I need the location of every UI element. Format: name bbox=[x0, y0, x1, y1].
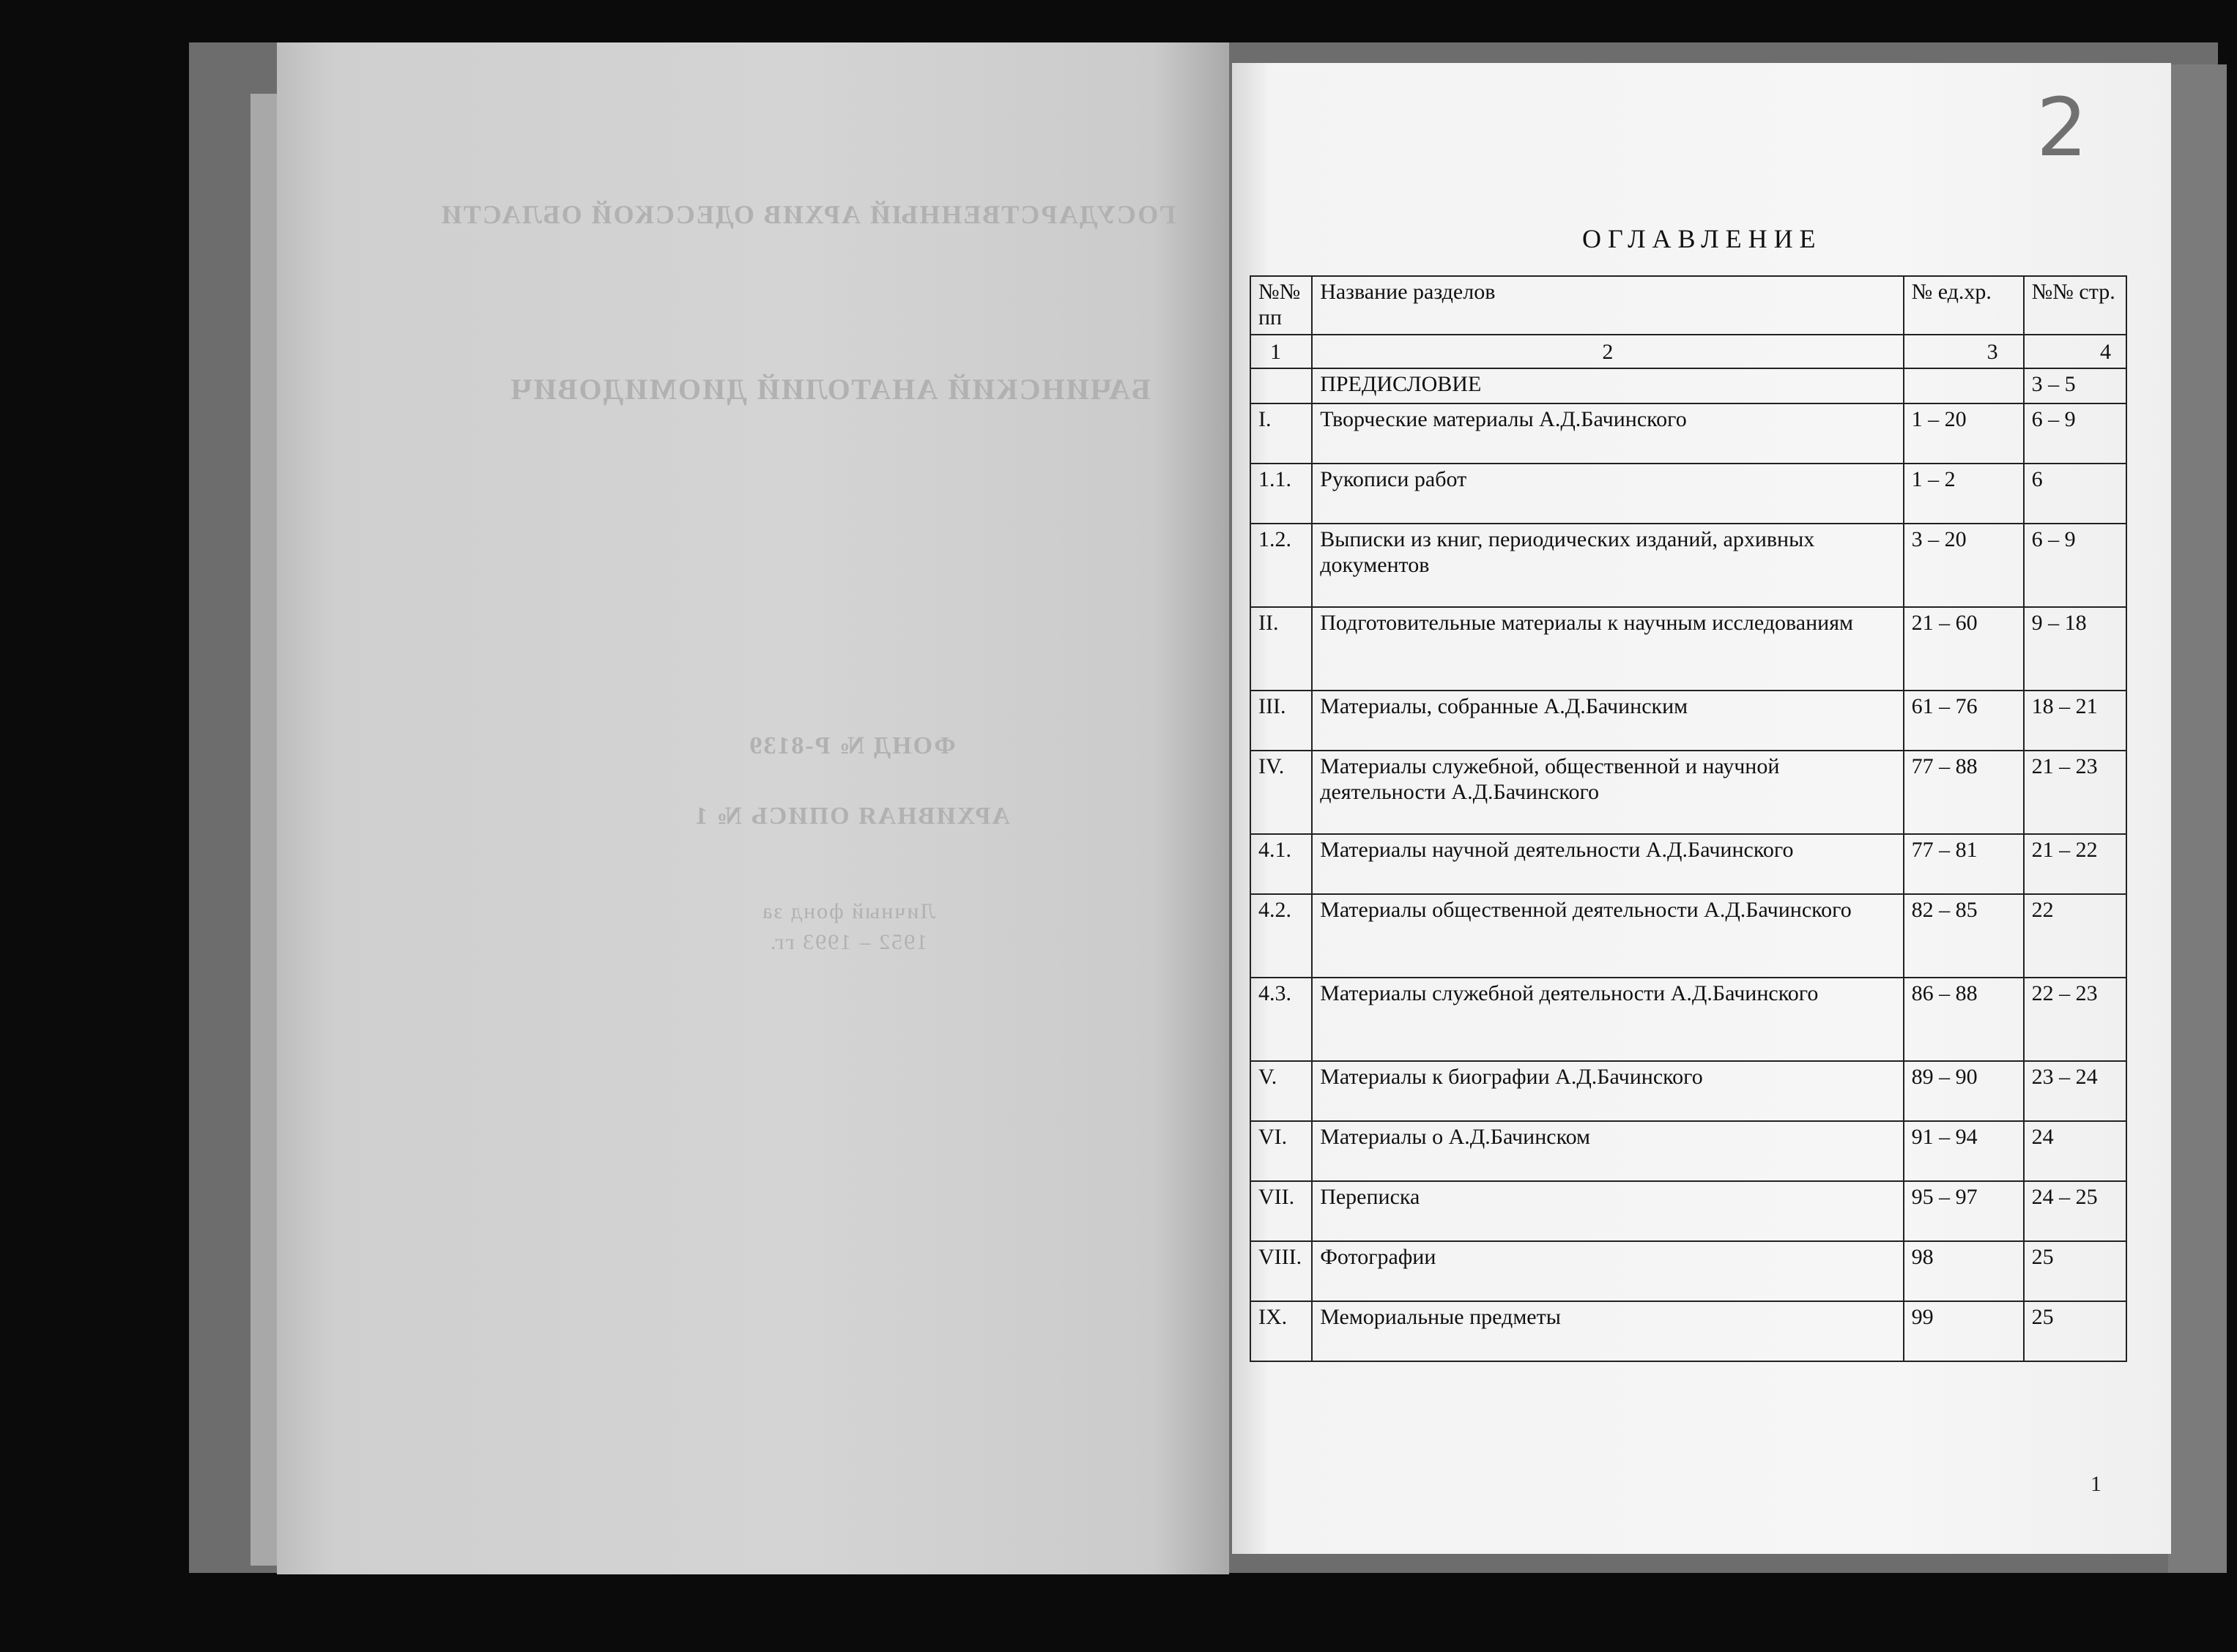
toc-row bbox=[1250, 524, 2126, 607]
book-cover-edge bbox=[2168, 64, 2227, 1573]
row-pages: 22 – 23 bbox=[2024, 978, 2126, 1061]
row-name: Выписки из книг, периодических изданий, архивных документов bbox=[1312, 524, 1903, 607]
row-num: 1.1. bbox=[1250, 464, 1312, 524]
preface-name: ПРЕДИСЛОВИЕ bbox=[1312, 368, 1903, 403]
row-pages: 22 bbox=[2024, 894, 2126, 978]
toc-row bbox=[1250, 1121, 2126, 1181]
toc-row bbox=[1250, 1301, 2126, 1361]
row-name: Материалы служебной деятельности А.Д.Бачинского bbox=[1312, 978, 1903, 1061]
row-pages: 6 – 9 bbox=[2024, 403, 2126, 464]
toc-row bbox=[1250, 403, 2126, 464]
toc-header-row bbox=[1250, 276, 2126, 335]
preface-num bbox=[1250, 368, 1312, 403]
row-num: VII. bbox=[1250, 1181, 1312, 1241]
row-pages: 24 – 25 bbox=[2024, 1181, 2126, 1241]
toc-row bbox=[1250, 894, 2126, 978]
row-units: 21 – 60 bbox=[1904, 607, 2024, 691]
toc-row bbox=[1250, 1181, 2126, 1241]
row-num: 4.2. bbox=[1250, 894, 1312, 978]
bleed-through-fund-number: ФОНД № Р-8139 bbox=[748, 732, 956, 759]
row-num: II. bbox=[1250, 607, 1312, 691]
row-num: VIII. bbox=[1250, 1241, 1312, 1301]
row-num: V. bbox=[1250, 1061, 1312, 1121]
row-num: VI. bbox=[1250, 1121, 1312, 1181]
row-units: 61 – 76 bbox=[1904, 691, 2024, 751]
bleed-through-fund-type: Личный фонд за bbox=[761, 899, 935, 923]
row-units: 77 – 81 bbox=[1904, 834, 2024, 894]
row-name: Материалы научной деятельности А.Д.Бачинского bbox=[1312, 834, 1903, 894]
toc-row bbox=[1250, 464, 2126, 524]
row-pages: 25 bbox=[2024, 1301, 2126, 1361]
header-name: Название разделов bbox=[1312, 276, 1903, 335]
row-units: 86 – 88 bbox=[1904, 978, 2024, 1061]
row-pages: 23 – 24 bbox=[2024, 1061, 2126, 1121]
row-pages: 6 – 9 bbox=[2024, 524, 2126, 607]
toc-title: ОГЛАВЛЕНИЕ bbox=[1582, 224, 1822, 253]
row-name: Материалы о А.Д.Бачинском bbox=[1312, 1121, 1903, 1181]
header-num: №№ пп bbox=[1250, 276, 1312, 335]
bleed-through-dates: 1952 – 1993 гг. bbox=[768, 930, 928, 954]
bleed-through-fund-owner: БАЧИНСКИЙ АНАТОЛИЙ ДИОМИДОВИЧ bbox=[509, 373, 1151, 406]
row-units: 1 – 2 bbox=[1904, 464, 2024, 524]
row-units: 98 bbox=[1904, 1241, 2024, 1301]
row-pages: 25 bbox=[2024, 1241, 2126, 1301]
row-pages: 21 – 22 bbox=[2024, 834, 2126, 894]
toc-row bbox=[1250, 978, 2126, 1061]
row-name: Фотографии bbox=[1312, 1241, 1903, 1301]
row-units: 3 – 20 bbox=[1904, 524, 2024, 607]
row-num: III. bbox=[1250, 691, 1312, 751]
toc-row bbox=[1250, 1241, 2126, 1301]
toc-column-numbers-row bbox=[1250, 335, 2126, 369]
folio-handwritten-number: 2 bbox=[2036, 81, 2088, 174]
row-units: 77 – 88 bbox=[1904, 751, 2024, 834]
row-name: Материалы к биографии А.Д.Бачинского bbox=[1312, 1061, 1903, 1121]
column-number: 2 bbox=[1312, 335, 1903, 369]
left-page-edge bbox=[251, 94, 277, 1566]
row-name: Мемориальные предметы bbox=[1312, 1301, 1903, 1361]
column-number: 4 bbox=[2024, 335, 2126, 369]
toc-row bbox=[1250, 751, 2126, 834]
column-number: 1 bbox=[1250, 335, 1312, 369]
row-num: IV. bbox=[1250, 751, 1312, 834]
row-name: Рукописи работ bbox=[1312, 464, 1903, 524]
row-name: Подготовительные материалы к научным исследованиям bbox=[1312, 607, 1903, 691]
row-units: 1 – 20 bbox=[1904, 403, 2024, 464]
preface-pages: 3 – 5 bbox=[2024, 368, 2126, 403]
row-name: Материалы общественной деятельности А.Д.Бачинского bbox=[1312, 894, 1903, 978]
toc-preface-row bbox=[1250, 368, 2126, 403]
row-num: I. bbox=[1250, 403, 1312, 464]
header-pages: №№ стр. bbox=[2024, 276, 2126, 335]
row-pages: 21 – 23 bbox=[2024, 751, 2126, 834]
row-num: 4.3. bbox=[1250, 978, 1312, 1061]
row-name: Переписка bbox=[1312, 1181, 1903, 1241]
bleed-through-inventory: АРХИВНАЯ ОПИСЬ № 1 bbox=[694, 803, 1010, 830]
row-pages: 9 – 18 bbox=[2024, 607, 2126, 691]
column-number: 3 bbox=[1904, 335, 2024, 369]
row-pages: 6 bbox=[2024, 464, 2126, 524]
row-pages: 18 – 21 bbox=[2024, 691, 2126, 751]
page-number: 1 bbox=[2091, 1472, 2101, 1496]
bleed-through-archive-name: ГОСУДАРСТВЕННЫЙ АРХИВ ОДЕССКОЙ ОБЛАСТИ bbox=[439, 200, 1176, 229]
toc-row bbox=[1250, 691, 2126, 751]
toc-row bbox=[1250, 834, 2126, 894]
row-num: 4.1. bbox=[1250, 834, 1312, 894]
row-units: 91 – 94 bbox=[1904, 1121, 2024, 1181]
row-name: Материалы служебной, общественной и научной деятельности А.Д.Бачинского bbox=[1312, 751, 1903, 834]
header-units: № ед.хр. bbox=[1904, 276, 2024, 335]
toc-row bbox=[1250, 1061, 2126, 1121]
row-units: 99 bbox=[1904, 1301, 2024, 1361]
row-name: Творческие материалы А.Д.Бачинского bbox=[1312, 403, 1903, 464]
row-name: Материалы, собранные А.Д.Бачинским bbox=[1312, 691, 1903, 751]
preface-units bbox=[1904, 368, 2024, 403]
toc-row bbox=[1250, 607, 2126, 691]
row-units: 89 – 90 bbox=[1904, 1061, 2024, 1121]
row-pages: 24 bbox=[2024, 1121, 2126, 1181]
row-num: 1.2. bbox=[1250, 524, 1312, 607]
toc-table bbox=[1250, 275, 2127, 1362]
row-units: 95 – 97 bbox=[1904, 1181, 2024, 1241]
row-num: IX. bbox=[1250, 1301, 1312, 1361]
row-units: 82 – 85 bbox=[1904, 894, 2024, 978]
